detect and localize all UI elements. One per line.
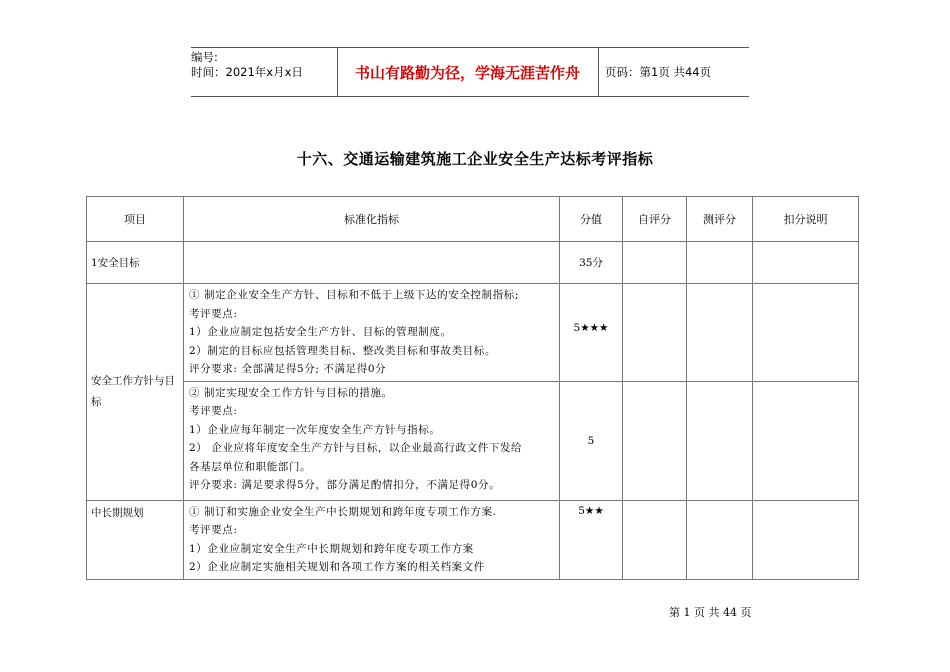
table-header-row bbox=[87, 197, 859, 242]
criteria-line: ② 制定实现安全工作方针与目标的措施。 bbox=[189, 386, 393, 399]
criteria-cell bbox=[184, 242, 560, 284]
assessed-score-cell bbox=[687, 242, 753, 284]
table-row bbox=[87, 381, 859, 500]
score-cell: 5 bbox=[560, 381, 623, 500]
self-score-cell bbox=[623, 242, 687, 284]
assessed-score-cell bbox=[687, 381, 753, 500]
header-divider bbox=[598, 48, 599, 96]
criteria-line: 1）企业应每年制定一次年度安全生产方针与指标。 bbox=[189, 423, 441, 436]
criteria-line: ① 制定企业安全生产方针、目标和不低于上级下达的安全控制指标; bbox=[189, 289, 519, 301]
criteria-cell bbox=[184, 500, 560, 579]
criteria-line: 2）制定的目标应包括管理类目标、整改类目标和事故类目标。 bbox=[189, 344, 496, 357]
column-header-score: 分值 bbox=[560, 197, 623, 242]
column-header-item: 项目 bbox=[87, 197, 184, 242]
document-header bbox=[191, 47, 749, 97]
item-cell: 安全工作方针与目标 bbox=[87, 284, 184, 501]
assessed-score-cell bbox=[687, 284, 753, 382]
column-header-deduction-note: 扣分说明 bbox=[753, 197, 859, 242]
table-row bbox=[87, 242, 859, 284]
criteria-line: 2） 企业应将年度安全生产方针与目标，以企业最高行政文件下发给 bbox=[189, 442, 523, 454]
table-row bbox=[87, 500, 859, 579]
criteria-line: 考评要点: bbox=[189, 524, 238, 536]
page-title: 十六、交通运输建筑施工企业安全生产达标考评指标 bbox=[296, 150, 654, 168]
header-page-number: 页码：第1页 共44页 bbox=[605, 65, 712, 79]
deduction-note-cell bbox=[753, 381, 859, 500]
deduction-note-cell bbox=[753, 500, 859, 579]
header-meta bbox=[191, 50, 336, 80]
item-cell: 中长期规划 bbox=[87, 500, 184, 579]
criteria-line: 考评要点: bbox=[189, 405, 238, 417]
criteria-line: 评分要求: 全部满足得5分; 不满足得0分 bbox=[189, 363, 387, 375]
deduction-note-cell bbox=[753, 242, 859, 284]
page-footer: 第 1 页 共 44 页 bbox=[669, 606, 752, 619]
document-number-label: 编号: bbox=[191, 50, 218, 64]
criteria-table bbox=[86, 196, 859, 580]
column-header-criteria: 标准化指标 bbox=[184, 197, 560, 242]
criteria-line: 考评要点: bbox=[189, 307, 238, 320]
table-row bbox=[87, 284, 859, 382]
column-header-assessed-score: 测评分 bbox=[687, 197, 753, 242]
item-cell: 1安全目标 bbox=[87, 242, 184, 284]
self-score-cell bbox=[623, 284, 687, 382]
criteria-cell bbox=[184, 284, 560, 382]
criteria-line: ① 制订和实施企业安全生产中长期规划和跨年度专项工作方案. bbox=[189, 505, 497, 518]
criteria-line: 各基层单位和职能部门。 bbox=[189, 460, 312, 473]
criteria-line: 1）企业应制定安全生产中长期规划和跨年度专项工作方案 bbox=[189, 542, 474, 555]
assessed-score-cell bbox=[687, 500, 753, 579]
self-score-cell bbox=[623, 381, 687, 500]
deduction-note-cell bbox=[753, 284, 859, 382]
score-cell: 5★★★ bbox=[560, 284, 623, 382]
criteria-line: 1）企业应制定包括安全生产方针、目标的管理制度。 bbox=[189, 326, 452, 338]
column-header-self-score: 自评分 bbox=[623, 197, 687, 242]
criteria-line: 2）企业应制定实施相关规划和各项工作方案的相关档案文件 bbox=[189, 561, 485, 573]
score-cell: 35分 bbox=[560, 242, 623, 284]
criteria-line: 评分要求: 满足要求得5分，部分满足酌情扣分，不满足得0分。 bbox=[189, 479, 501, 491]
score-cell: 5★★ bbox=[560, 500, 623, 579]
criteria-cell bbox=[184, 381, 560, 500]
document-time-label: 时间：2021年x月x日 bbox=[191, 65, 303, 79]
self-score-cell bbox=[623, 500, 687, 579]
header-slogan: 书山有路勤为径，学海无涯苦作舟 bbox=[354, 63, 580, 82]
